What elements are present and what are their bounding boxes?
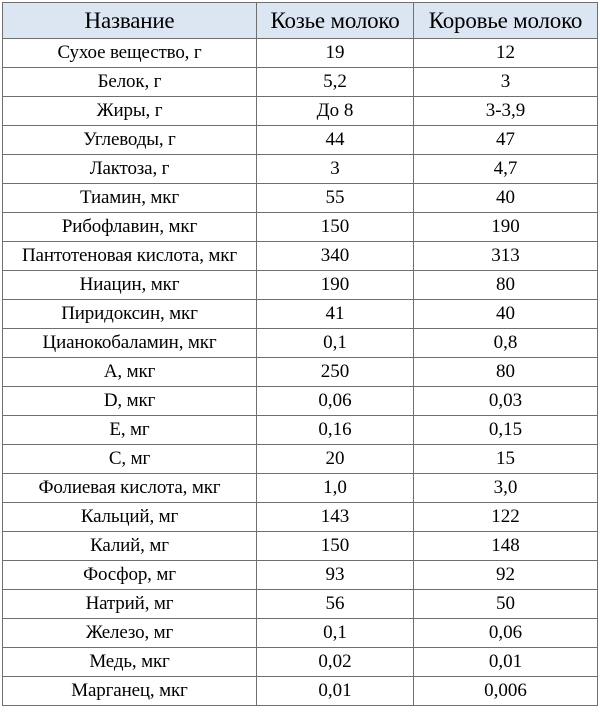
table-row	[3, 474, 598, 503]
table-row	[3, 126, 598, 155]
cow-value: 0,03	[414, 387, 598, 416]
table-row	[3, 648, 598, 677]
table-header-row	[3, 3, 598, 39]
row-label: Медь, мкг	[3, 648, 257, 677]
table-row	[3, 590, 598, 619]
goat-value: 0,16	[257, 416, 414, 445]
goat-value: 143	[257, 503, 414, 532]
cow-value: 0,01	[414, 648, 598, 677]
table-row	[3, 677, 598, 706]
cow-value: 15	[414, 445, 598, 474]
row-label: Цианокобаламин, мкг	[3, 329, 257, 358]
row-label: Марганец, мкг	[3, 677, 257, 706]
table-row	[3, 242, 598, 271]
row-label: Фолиевая кислота, мкг	[3, 474, 257, 503]
cow-value: 3,0	[414, 474, 598, 503]
cow-value: 92	[414, 561, 598, 590]
cow-value: 313	[414, 242, 598, 271]
row-label: Фосфор, мг	[3, 561, 257, 590]
cow-value: 122	[414, 503, 598, 532]
goat-value: 150	[257, 213, 414, 242]
goat-value: 20	[257, 445, 414, 474]
table-row	[3, 561, 598, 590]
row-label: Лактоза, г	[3, 155, 257, 184]
goat-value: 0,01	[257, 677, 414, 706]
cow-value: 0,8	[414, 329, 598, 358]
goat-value: 41	[257, 300, 414, 329]
header-goat-milk: Козье молоко	[257, 3, 414, 39]
table-row	[3, 184, 598, 213]
row-label: Пантотеновая кислота, мкг	[3, 242, 257, 271]
row-label: Белок, г	[3, 68, 257, 97]
row-label: Натрий, мг	[3, 590, 257, 619]
table-row	[3, 271, 598, 300]
row-label: С, мг	[3, 445, 257, 474]
table-row	[3, 416, 598, 445]
goat-value: 0,1	[257, 619, 414, 648]
row-label: Рибофлавин, мкг	[3, 213, 257, 242]
table-row	[3, 97, 598, 126]
row-label: Жиры, г	[3, 97, 257, 126]
row-label: Тиамин, мкг	[3, 184, 257, 213]
goat-value: 0,02	[257, 648, 414, 677]
cow-value: 190	[414, 213, 598, 242]
goat-value: 250	[257, 358, 414, 387]
table-row	[3, 155, 598, 184]
goat-value: До 8	[257, 97, 414, 126]
table-row	[3, 68, 598, 97]
cow-value: 47	[414, 126, 598, 155]
cow-value: 0,15	[414, 416, 598, 445]
goat-value: 5,2	[257, 68, 414, 97]
table-row	[3, 213, 598, 242]
cow-value: 40	[414, 300, 598, 329]
cow-value: 0,006	[414, 677, 598, 706]
row-label: Железо, мг	[3, 619, 257, 648]
row-label: А, мкг	[3, 358, 257, 387]
table-row	[3, 39, 598, 68]
goat-value: 3	[257, 155, 414, 184]
comparison-table-container	[2, 2, 597, 706]
header-name: Название	[3, 3, 257, 39]
cow-value: 0,06	[414, 619, 598, 648]
goat-value: 1,0	[257, 474, 414, 503]
header-cow-milk: Коровье молоко	[414, 3, 598, 39]
goat-value: 150	[257, 532, 414, 561]
goat-value: 0,06	[257, 387, 414, 416]
goat-value: 340	[257, 242, 414, 271]
goat-value: 93	[257, 561, 414, 590]
row-label: Углеводы, г	[3, 126, 257, 155]
cow-value: 80	[414, 271, 598, 300]
cow-value: 80	[414, 358, 598, 387]
table-row	[3, 358, 598, 387]
table-row	[3, 532, 598, 561]
cow-value: 148	[414, 532, 598, 561]
cow-value: 12	[414, 39, 598, 68]
cow-value: 4,7	[414, 155, 598, 184]
goat-value: 55	[257, 184, 414, 213]
goat-value: 0,1	[257, 329, 414, 358]
goat-value: 19	[257, 39, 414, 68]
table-body	[3, 39, 598, 706]
goat-value: 44	[257, 126, 414, 155]
row-label: Калий, мг	[3, 532, 257, 561]
row-label: Е, мг	[3, 416, 257, 445]
row-label: Кальций, мг	[3, 503, 257, 532]
row-label: Ниацин, мкг	[3, 271, 257, 300]
table-row	[3, 300, 598, 329]
row-label: D, мкг	[3, 387, 257, 416]
cow-value: 3-3,9	[414, 97, 598, 126]
table-row	[3, 445, 598, 474]
row-label: Сухое вещество, г	[3, 39, 257, 68]
cow-value: 50	[414, 590, 598, 619]
goat-value: 56	[257, 590, 414, 619]
table-row	[3, 387, 598, 416]
row-label: Пиридоксин, мкг	[3, 300, 257, 329]
cow-value: 40	[414, 184, 598, 213]
milk-comparison-table	[2, 2, 598, 706]
table-row	[3, 503, 598, 532]
cow-value: 3	[414, 68, 598, 97]
table-row	[3, 329, 598, 358]
table-row	[3, 619, 598, 648]
goat-value: 190	[257, 271, 414, 300]
